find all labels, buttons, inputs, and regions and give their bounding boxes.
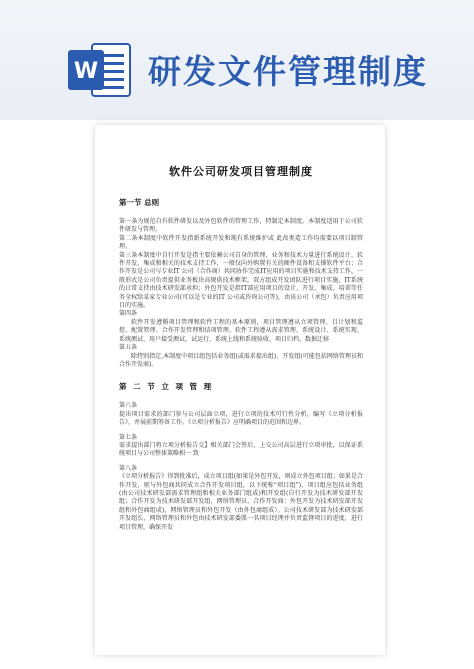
paragraph: 第四条: [119, 310, 138, 318]
paragraph: 第一条为规范自有软件研发以及外包软件的管理工作，特制定本制度。本制度适用于公司软件研发与管理。: [119, 218, 363, 234]
paragraph: 除特别指定,本制度中项目组包括业务组(或需求提出组)、开发组(可能包括网络管理员和合作开发商)。: [119, 352, 363, 368]
paragraph: 《立项分析报告》得到批准后，成立项目组(如果是外包开发，则成立外包项目组；如果是合作开发，则与外包商共同成立合作开发项目组，以下统称“项目组”)，项目组应包括业务组(由公司技术研发部需求管理组和相关业务部门组成)和开发组(自行开发为技术研发部开发组；合作开发为技术研发部开发组、网络管理员、合作开发商；外包开发为技术研发部开发组和外包商组成)，网络管理员和外包开发（由外包商组成）。公司技术研发部为技术研发部开发组长，网络管理员和外包由技术研发部委派一名项目经理并负责监督项目的进度，进行项目管理，确保开发: [119, 473, 363, 531]
banner-title: 研发文件管理制度: [148, 52, 428, 91]
paragraph: 第八条: [119, 464, 138, 472]
section-heading: 第 二 节 立 项 管 理: [119, 382, 214, 392]
paragraph: 第三条本制度中自行开发是指主要依赖公司自身的管理、业务和技术力量进行系统设计、软件开发、集成和相关的技术支持工作，一般仅向外购置有关的硬件设备和支撑软件平台；合作开发是公司与专业IT 公司（合作商）共同协作完成IT应用的项目实施和技术支持工作，一般形式是公司负责提供业务板块高规供技术框架，双方组成开发团队进行项目实施，IT系统的日常支持由技术研发部承担；外包开发是指IT部应用项目的设计、开发、集成、培训等任务全权给某家专业公司(可以是专业的IT 公司或咨询公司等)，由该公司（承包）负责应用项目的实施。: [119, 251, 363, 310]
word-logo-letter: W: [73, 59, 99, 84]
paragraph: 第七条: [119, 433, 138, 441]
paragraph: 软件开发遵循项目管理和软件工程的基本原则，项目管理遵从立项管理、目计划和监控、配置管理、合作开发管理和结项管理。软件工程遵从需求管理、系统设计、系统实现、系统测试、用户接受测试、试运行、系统上线和系统验收、项目归档、数据迁移: [119, 318, 363, 343]
paragraph: 第六条: [119, 402, 138, 410]
paragraph: 第五条: [119, 344, 138, 352]
document-title: 软件公司研发项目管理制度: [169, 165, 313, 178]
paragraph: 提出项目需求的部门参与公司层面立项，进行立项的技术可行性分析，编写《立项分析报告》，并展前期筹备工作。《立项分析报告》应明确项目的范围和边界。: [119, 410, 363, 427]
header-banner: [0, 0, 474, 120]
document-page: [95, 125, 385, 655]
word-icon: [66, 40, 132, 100]
paragraph: 第二条本制度中软件开发指新系统开发和现有系统维护或 此改类造工作均需要以项目制管理。: [119, 234, 363, 251]
paragraph: 需求提出部门将立项分析报告交】相关部门会签后，上交公司高层进行立项审批，以保证系统项目与公司整体策略相一 致: [119, 441, 363, 458]
section-heading: 第一节 总则: [119, 198, 160, 207]
section-body: [119, 402, 363, 532]
section-body: [119, 218, 363, 369]
document-body: [119, 163, 363, 532]
